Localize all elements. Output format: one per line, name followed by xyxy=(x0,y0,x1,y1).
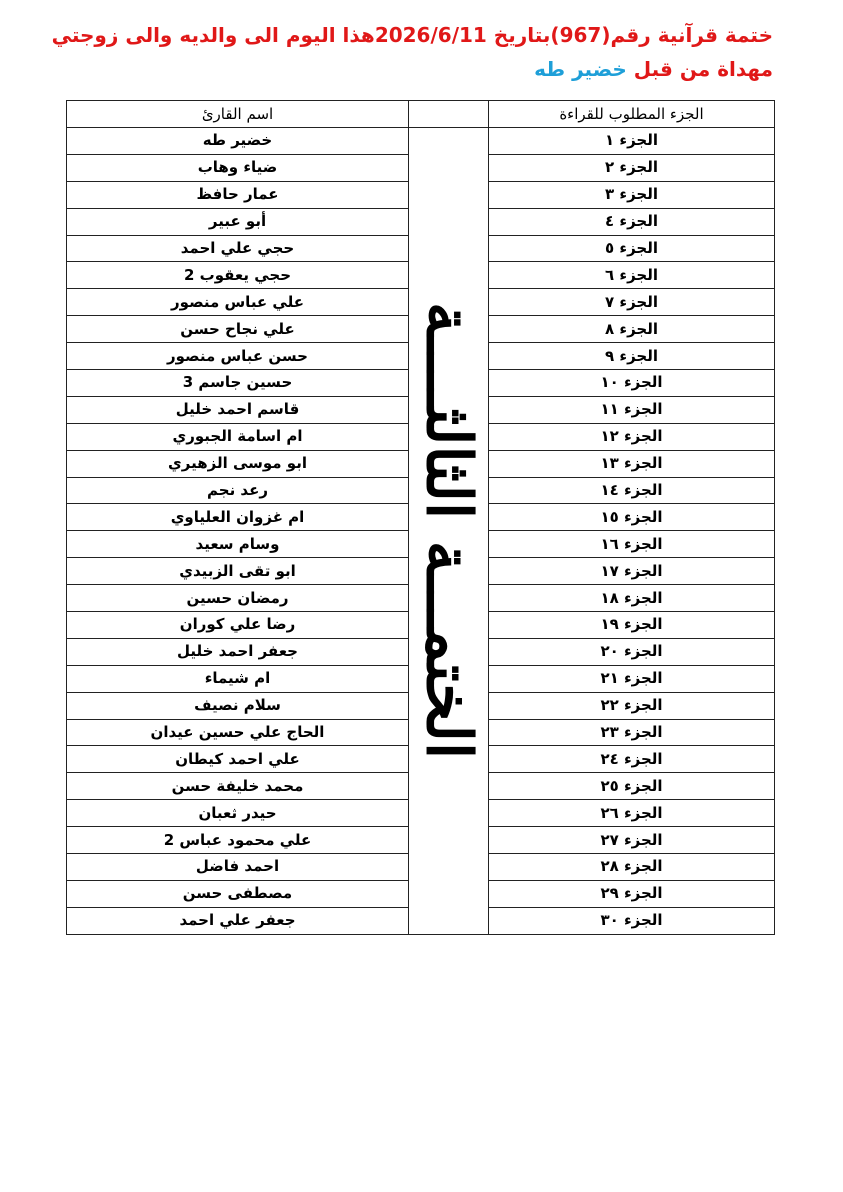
reader-name-cell: علي احمد كيطان xyxy=(67,746,409,773)
reader-name-cell: أبو عبير xyxy=(67,208,409,235)
part-cell: الجزء ٢٠ xyxy=(489,638,775,665)
reader-name-cell: ام اسامة الجبوري xyxy=(67,423,409,450)
reader-name-cell: ام غزوان العلياوي xyxy=(67,504,409,531)
part-cell: الجزء ٣ xyxy=(489,181,775,208)
reader-name-cell: رضا علي كوران xyxy=(67,612,409,639)
reader-name-cell: ابو تقى الزبيدي xyxy=(67,558,409,585)
reader-name-cell: حسين جاسم 3 xyxy=(67,370,409,397)
part-cell: الجزء ٢٤ xyxy=(489,746,775,773)
reader-name-cell: خضير طه xyxy=(67,128,409,155)
document-header xyxy=(40,18,773,86)
part-cell: الجزء ١٧ xyxy=(489,558,775,585)
part-cell: الجزء ١٠ xyxy=(489,370,775,397)
part-cell: الجزء ١٤ xyxy=(489,477,775,504)
table-row xyxy=(67,128,775,155)
part-cell: الجزء ١٥ xyxy=(489,504,775,531)
reader-name-cell: علي محمود عباس 2 xyxy=(67,827,409,854)
reader-name-cell: ام شيماء xyxy=(67,665,409,692)
part-cell: الجزء ٣٠ xyxy=(489,907,775,934)
reading-schedule-table xyxy=(66,100,775,935)
reader-name-cell: محمد خليفة حسن xyxy=(67,773,409,800)
part-cell: الجزء ٢١ xyxy=(489,665,775,692)
part-cell: الجزء ١٩ xyxy=(489,612,775,639)
khatma-vertical-label: الختمـــة الثالثــــة xyxy=(412,302,486,760)
reader-name-cell: قاسم احمد خليل xyxy=(67,396,409,423)
column-header-part: الجزء المطلوب للقراءة xyxy=(489,101,775,128)
part-cell: الجزء ٢٨ xyxy=(489,854,775,881)
reader-name-cell: حيدر ثعبان xyxy=(67,800,409,827)
part-cell: الجزء ١٨ xyxy=(489,585,775,612)
part-cell: الجزء ٢٧ xyxy=(489,827,775,854)
reader-name-cell: ضياء وهاب xyxy=(67,154,409,181)
column-header-reader: اسم القارئ xyxy=(67,101,409,128)
reader-name-cell: عمار حافظ xyxy=(67,181,409,208)
vertical-label-cell xyxy=(409,128,489,935)
header-title-line: ختمة قرآنية رقم(967)بتاريخ 2026/6/11هذا اليوم الى والديه والى زوجتي xyxy=(51,23,773,47)
reader-name-cell: مصطفى حسن xyxy=(67,880,409,907)
reader-name-cell: علي عباس منصور xyxy=(67,289,409,316)
reader-name-cell: رعد نجم xyxy=(67,477,409,504)
part-cell: الجزء ٤ xyxy=(489,208,775,235)
reader-name-cell: وسام سعيد xyxy=(67,531,409,558)
part-cell: الجزء ٧ xyxy=(489,289,775,316)
reader-name-cell: احمد فاضل xyxy=(67,854,409,881)
header-dedication-line xyxy=(40,52,773,86)
part-cell: الجزء ١ xyxy=(489,128,775,155)
reader-name-cell: جعفر علي احمد xyxy=(67,907,409,934)
part-cell: الجزء ٢ xyxy=(489,154,775,181)
part-cell: الجزء ٢٥ xyxy=(489,773,775,800)
part-cell: الجزء ٨ xyxy=(489,316,775,343)
reader-name-cell: حسن عباس منصور xyxy=(67,343,409,370)
part-cell: الجزء ١٦ xyxy=(489,531,775,558)
part-cell: الجزء ١١ xyxy=(489,396,775,423)
part-cell: الجزء ٩ xyxy=(489,343,775,370)
part-cell: الجزء ١٢ xyxy=(489,423,775,450)
part-cell: الجزء ٥ xyxy=(489,235,775,262)
reader-name-cell: حجي يعقوب 2 xyxy=(67,262,409,289)
part-cell: الجزء ٦ xyxy=(489,262,775,289)
reader-name-cell: سلام نصيف xyxy=(67,692,409,719)
part-cell: الجزء ١٣ xyxy=(489,450,775,477)
part-cell: الجزء ٢٣ xyxy=(489,719,775,746)
reader-name-cell: علي نجاح حسن xyxy=(67,316,409,343)
part-cell: الجزء ٢٢ xyxy=(489,692,775,719)
table-body xyxy=(67,128,775,935)
reader-name-cell: ابو موسى الزهيري xyxy=(67,450,409,477)
reader-name-cell: جعفر احمد خليل xyxy=(67,638,409,665)
table-header-row xyxy=(67,101,775,128)
dedicator-name: خضير طه xyxy=(534,57,627,81)
reader-name-cell: رمضان حسين xyxy=(67,585,409,612)
part-cell: الجزء ٢٦ xyxy=(489,800,775,827)
column-header-spacer xyxy=(409,101,489,128)
reader-name-cell: الحاج علي حسين عيدان xyxy=(67,719,409,746)
reader-name-cell: حجي علي احمد xyxy=(67,235,409,262)
part-cell: الجزء ٢٩ xyxy=(489,880,775,907)
dedication-prefix: مهداة من قبل xyxy=(633,57,773,81)
